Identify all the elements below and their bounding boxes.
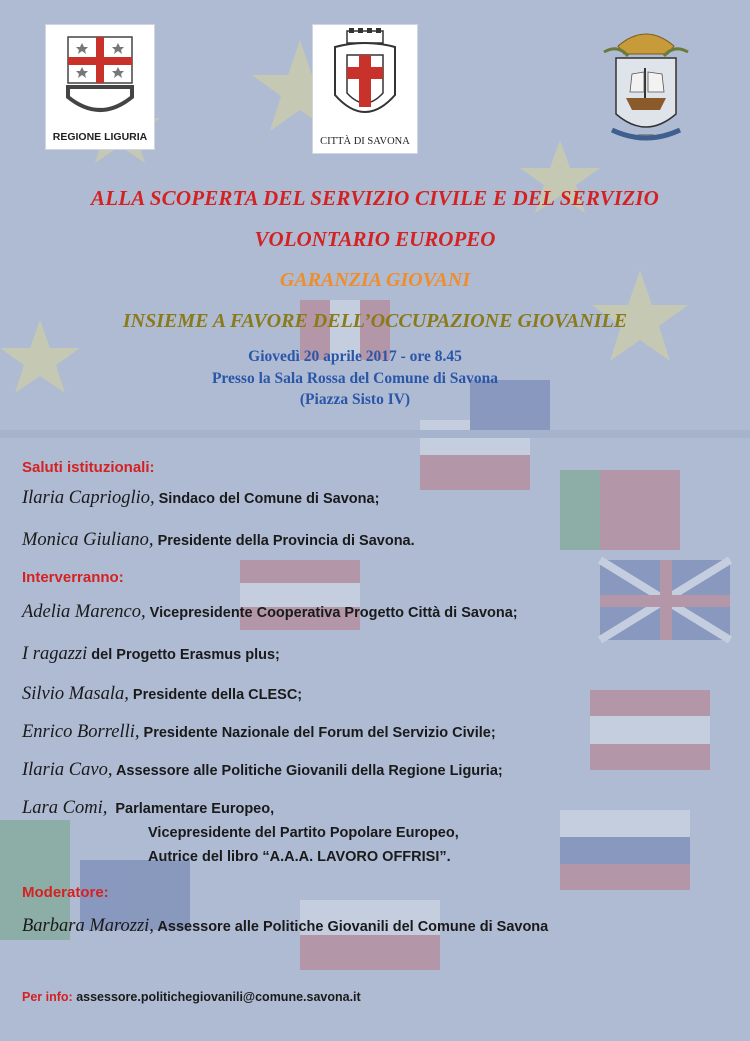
speaker-row <box>22 684 302 705</box>
speaker-name: Silvio Masala <box>22 684 125 704</box>
section-moderator: Moderatore: <box>22 884 109 901</box>
speaker-name: I ragazzi <box>22 644 88 664</box>
speaker-name: Ilaria Caprioglio <box>22 488 150 508</box>
moderator-name: Barbara Marozzi <box>22 916 150 936</box>
citta-di-savona-logo <box>312 24 418 154</box>
speaker-role: Vicepresidente Cooperativa Progetto Città di Savona; <box>145 605 518 621</box>
speaker-role: Sindaco del Comune di Savona; <box>154 491 380 507</box>
speaker-role: Presidente Nazionale del Forum del Servizio Civile; <box>139 725 496 741</box>
provincia-di-savona-logo <box>598 22 694 146</box>
speaker-name: Enrico Borrelli <box>22 722 135 742</box>
event-venue: Presso la Sala Rossa del Comune di Savona <box>211 370 499 387</box>
speaker-row <box>22 760 503 781</box>
moderator-role: Assessore alle Politiche Giovanili del Comune di Savona <box>153 919 549 935</box>
event-address: (Piazza Sisto IV) <box>299 391 411 408</box>
lara-comi-role-3: Autrice del libro “A.A.A. LAVORO OFFRISI”. <box>148 849 451 865</box>
speaker-row <box>22 722 496 743</box>
contact-info <box>22 990 361 1004</box>
liguria-emblem-icon <box>46 25 154 125</box>
speaker-sep: , <box>107 760 113 780</box>
title-line-2: VOLONTARIO EUROPEO <box>254 227 496 251</box>
speaker-row <box>22 488 379 509</box>
moderator-sep: , <box>149 916 154 936</box>
speaker-sep: , <box>141 602 146 622</box>
speaker-sep: , <box>149 488 155 508</box>
savona-coat-of-arms-icon <box>313 25 417 129</box>
title-line-4: INSIEME A FAVORE DELL’OCCUPAZIONE GIOVANILE <box>122 310 628 332</box>
moderator-row <box>22 916 548 937</box>
speaker-role: Assessore alle Politiche Giovanili della Regione Liguria; <box>112 763 503 779</box>
speaker-name: Ilaria Cavo <box>22 760 108 780</box>
speaker-row <box>22 530 415 551</box>
speaker-sep: , <box>124 684 129 704</box>
section-greetings: Saluti istituzionali: <box>22 459 155 476</box>
lara-comi-role-2: Vicepresidente del Partito Popolare Europeo, <box>148 825 459 841</box>
speaker-row <box>22 798 274 819</box>
speaker-role: Presidente della Provincia di Savona. <box>153 533 415 549</box>
event-date: Giovedì 20 aprile 2017 - ore 8.45 <box>248 348 462 365</box>
speaker-name: Monica Giuliano <box>22 530 149 550</box>
section-speakers: Interverranno: <box>22 569 124 586</box>
speaker-name: Adelia Marenco <box>22 602 142 622</box>
speaker-row <box>22 602 518 623</box>
contact-email[interactable]: assessore.politichegiovanili@comune.savona.it <box>76 990 361 1004</box>
contact-label: Per info: <box>22 990 73 1004</box>
regione-liguria-logo <box>45 24 155 150</box>
speaker-row <box>22 644 280 665</box>
speaker-sep: , <box>102 798 108 818</box>
speaker-role: Parlamentare Europeo, <box>107 801 275 817</box>
speaker-role: del Progetto Erasmus plus; <box>87 647 280 663</box>
savona-caption: CITTÀ DI SAVONA <box>320 136 410 147</box>
speaker-sep: , <box>148 530 154 550</box>
speaker-name: Lara Comi <box>22 798 103 818</box>
liguria-caption: REGIONE LIGURIA <box>52 131 148 143</box>
provincia-ship-crest-icon <box>598 22 694 146</box>
speaker-role: Presidente della CLESC; <box>128 687 303 703</box>
title-line-1: ALLA SCOPERTA DEL SERVIZIO CIVILE E DEL SERVIZIO <box>90 186 660 210</box>
title-garanzia-giovani: GARANZIA GIOVANI <box>279 269 471 291</box>
speaker-sep: , <box>134 722 140 742</box>
